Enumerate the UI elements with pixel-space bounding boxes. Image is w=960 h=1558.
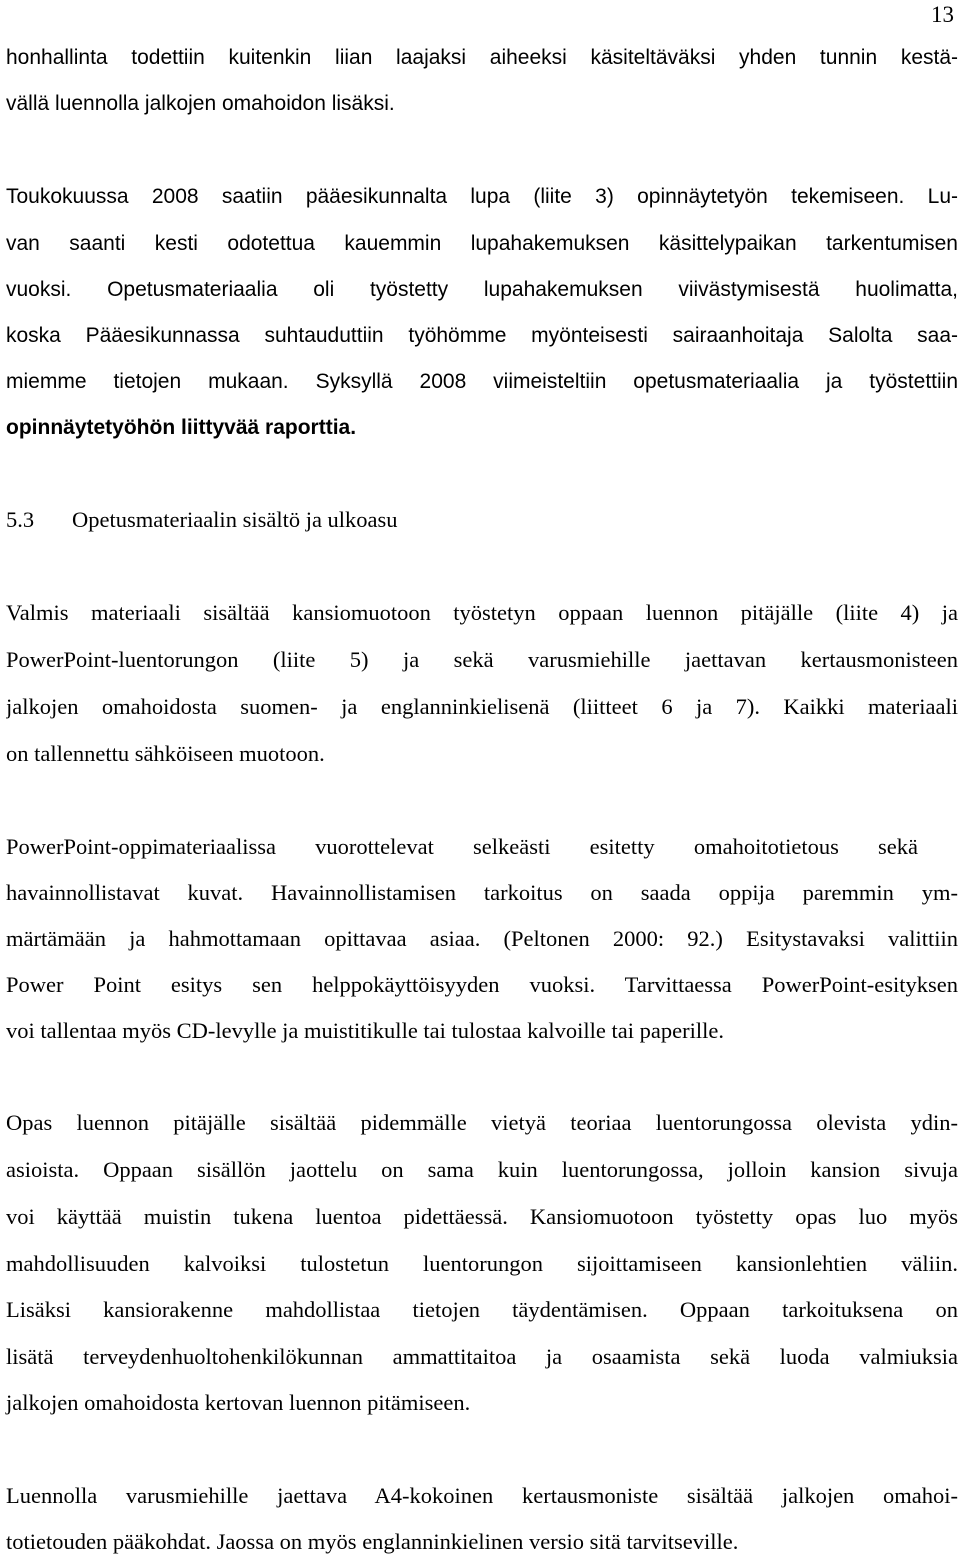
text-line: miemme tietojen mukaan. Syksyllä 2008 viimeisteltiin opetusmateriaalia ja työstettiin [6,370,958,393]
text-line: vällä luennolla jalkojen omahoidon lisäksi. [6,92,395,115]
text-line: Power Point esitys sen helppokäyttöisyyden vuoksi. Tarvittaessa PowerPoint-esityksen [6,972,958,997]
text-line: PowerPoint-oppimateriaalissa vuorottelevat selkeästi esitetty omahoitotietous sekä [6,834,918,859]
text-line: mahdollisuuden kalvoiksi tulostetun luentorungon sijoittamiseen kansionlehtien väliin. [6,1251,958,1276]
text-line: Opas luennon pitäjälle sisältää pidemmälle vietyä teoriaa luentorungossa olevista ydin- [6,1110,958,1135]
text-line: voi käyttää muistin tukena luentoa pidettäessä. Kansiomuotoon työstetty opas luo myös [6,1204,958,1229]
text-line: totietouden pääkohdat. Jaossa on myös englanninkielinen versio sitä tarvitseville. [6,1529,739,1554]
text-line: Toukokuussa 2008 saatiin pääesikunnalta lupa (liite 3) opinnäytetyön tekemiseen. Lu- [6,185,958,208]
section-number: 5.3 [6,507,35,532]
text-line: van saanti kesti odotettua kauemmin lupahakemuksen käsittelypaikan tarkentumisen [6,232,958,255]
text-line: honhallinta todettiin kuitenkin liian laajaksi aiheeksi käsiteltäväksi yhden tunnin kestä- [6,46,958,69]
text-line: PowerPoint-luentorungon (liite 5) ja sekä varusmiehille jaettavan kertausmonisteen [6,647,958,672]
text-line: vuoksi. Opetusmateriaalia oli työstetty lupahakemuksen viivästymisestä huolimatta, [6,278,958,301]
text-line: Valmis materiaali sisältää kansiomuotoon työstetyn oppaan luennon pitäjälle (liite 4) ja [6,600,958,625]
text-line: koska Pääesikunnassa suhtauduttiin työhömme myönteisesti sairaanhoitaja Salolta saa- [6,324,958,347]
text-line: märtämään ja hahmottamaan opittavaa asiaa. (Peltonen 2000: 92.) Esitystavaksi valittiin [6,926,958,951]
text-line: Luennolla varusmiehille jaettava A4-kokoinen kertausmoniste sisältää jalkojen omahoi- [6,1483,958,1508]
text-line: voi tallentaa myös CD-levylle ja muistitikulle tai tulostaa kalvoille tai paperille. [6,1018,724,1043]
text-line: opinnäytetyöhön liittyvää raporttia. [6,416,357,439]
text-line: lisätä terveydenhuoltohenkilökunnan ammattitaitoa ja osaamista sekä luoda valmiuksia [6,1344,958,1369]
text-line: havainnollistavat kuvat. Havainnollistamisen tarkoitus on saada oppija paremmin ym- [6,880,958,905]
text-line: Lisäksi kansiorakenne mahdollistaa tietojen täydentämisen. Oppaan tarkoituksena on [6,1297,958,1322]
page-number: 13 [931,2,954,27]
text-line: on tallennettu sähköiseen muotoon. [6,741,325,766]
text-line: jalkojen omahoidosta kertovan luennon pitämiseen. [6,1390,471,1415]
text-line: asioista. Oppaan sisällön jaottelu on sama kuin luentorungossa, jolloin kansion sivuja [6,1157,958,1182]
section-title: Opetusmateriaalin sisältö ja ulkoasu [72,507,398,532]
text-line: jalkojen omahoidosta suomen- ja englanninkielisenä (liitteet 6 ja 7). Kaikki materiaali [6,694,958,719]
